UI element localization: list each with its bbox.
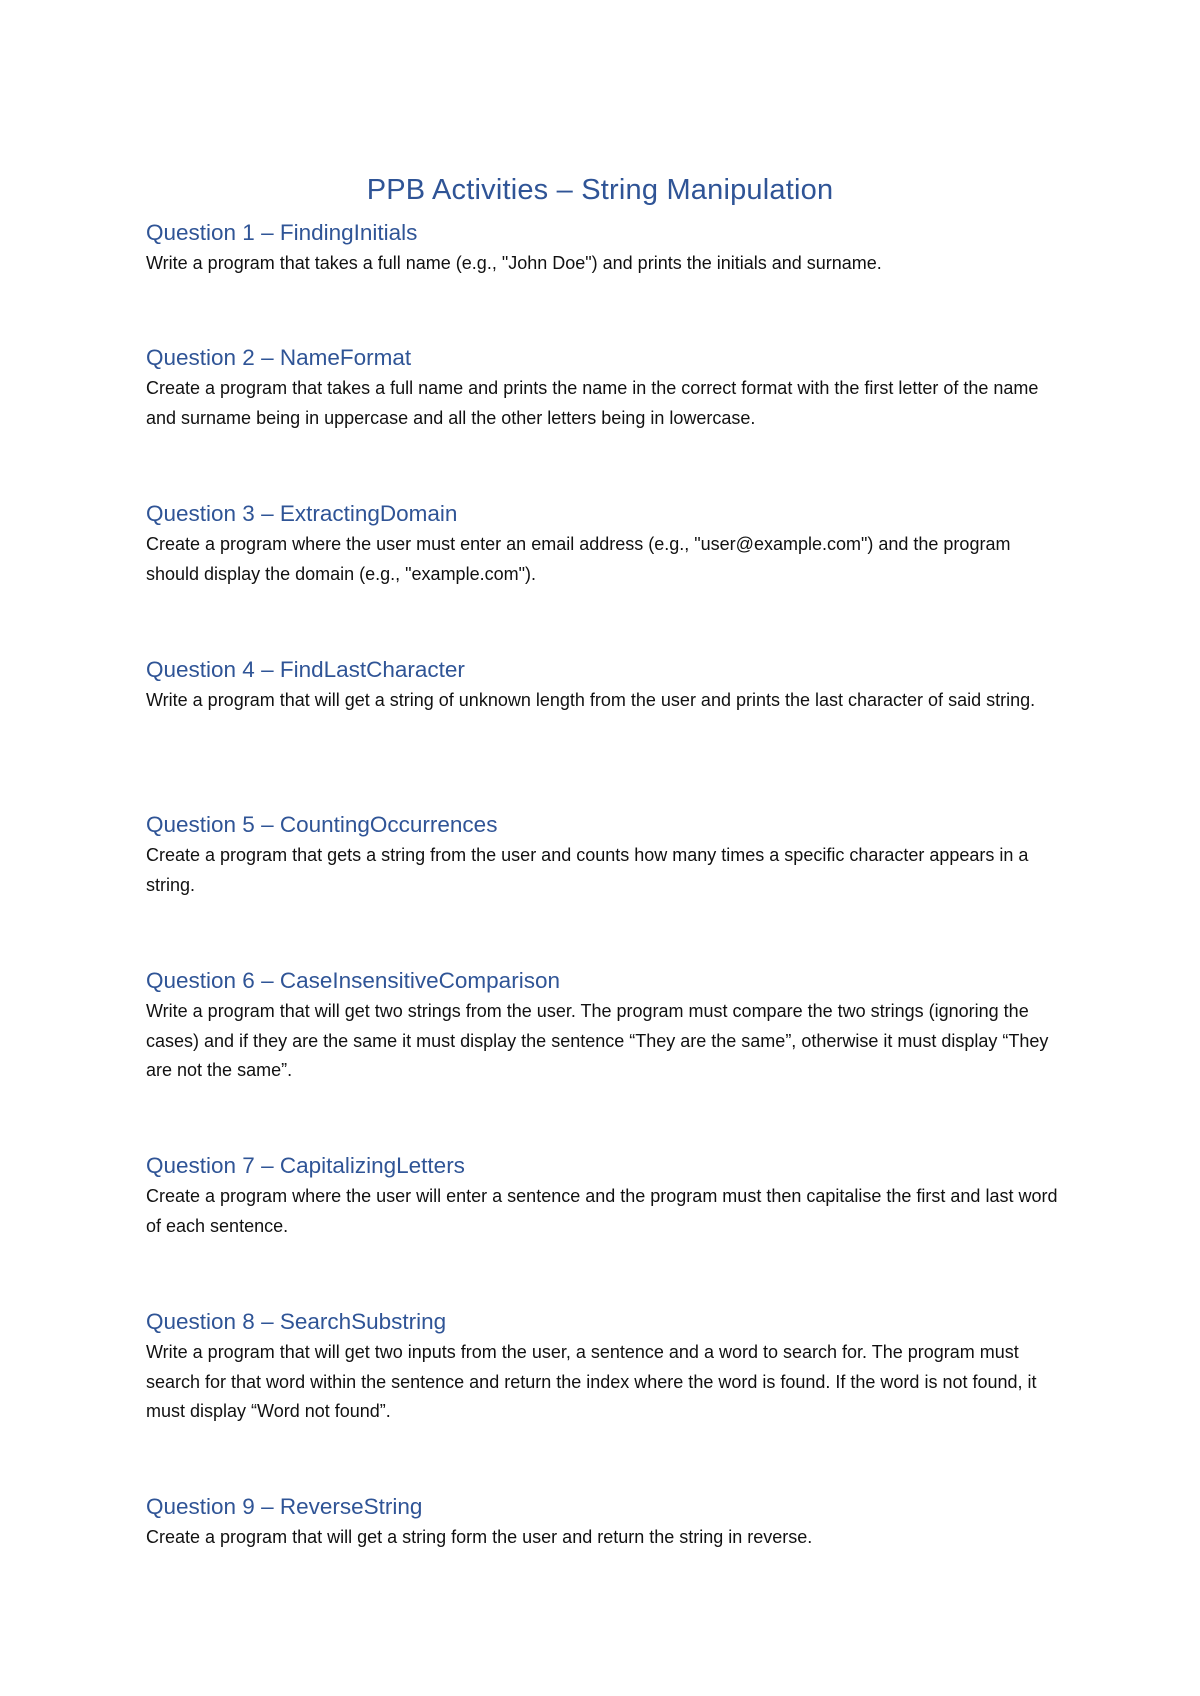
document-title: PPB Activities – String Manipulation: [366, 174, 834, 206]
question-heading: Question 7 – CapitalizingLetters: [146, 1153, 465, 1178]
question-body: Create a program where the user will enter a sentence and the program must then capitalise the first and last word of each sentence.: [146, 1186, 1058, 1236]
question-body: Create a program that takes a full name and prints the name in the correct format with the first letter of the name and surname being in uppercase and all the other letters being in lowercase.: [146, 378, 1039, 428]
question-heading: Question 4 – FindLastCharacter: [146, 657, 465, 682]
question-block-2: [146, 343, 1066, 433]
question-heading: Question 8 – SearchSubstring: [146, 1309, 447, 1334]
question-heading: Question 3 – ExtractingDomain: [146, 501, 458, 526]
question-body: Write a program that takes a full name (e.g., "John Doe") and prints the initials and surname.: [146, 253, 882, 273]
question-heading: Question 1 – FindingInitials: [146, 220, 418, 245]
question-heading: Question 6 – CaseInsensitiveComparison: [146, 968, 560, 993]
question-body: Write a program that will get a string of unknown length from the user and prints the last character of said string.: [146, 690, 1036, 710]
question-block-4: [146, 655, 1066, 716]
question-body: Write a program that will get two strings from the user. The program must compare the two strings (ignoring the cases) and if they are the same it must display the sentence “They are the same”, otherwise it must display “They are not the same”.: [146, 1001, 1049, 1080]
question-block-5: [146, 810, 1066, 900]
question-block-8: [146, 1307, 1066, 1427]
question-body: Create a program where the user must enter an email address (e.g., "user@example.com") and the program should display the domain (e.g., "example.com").: [146, 534, 1011, 584]
question-heading: Question 9 – ReverseString: [146, 1494, 423, 1519]
question-block-3: [146, 499, 1066, 589]
question-block-7: [146, 1151, 1066, 1241]
question-heading: Question 2 – NameFormat: [146, 345, 412, 370]
question-block-6: [146, 966, 1066, 1086]
question-block-1: [146, 218, 1066, 279]
question-body: Write a program that will get two inputs from the user, a sentence and a word to search for. The program must search for that word within the sentence and return the index where the word is found. If the word is not found, it must display “Word not found”.: [146, 1342, 1037, 1421]
question-heading: Question 5 – CountingOccurrences: [146, 812, 498, 837]
question-body: Create a program that gets a string from the user and counts how many times a specific character appears in a string.: [146, 845, 1029, 895]
question-block-9: [146, 1492, 1066, 1553]
question-body: Create a program that will get a string form the user and return the string in reverse.: [146, 1527, 813, 1547]
